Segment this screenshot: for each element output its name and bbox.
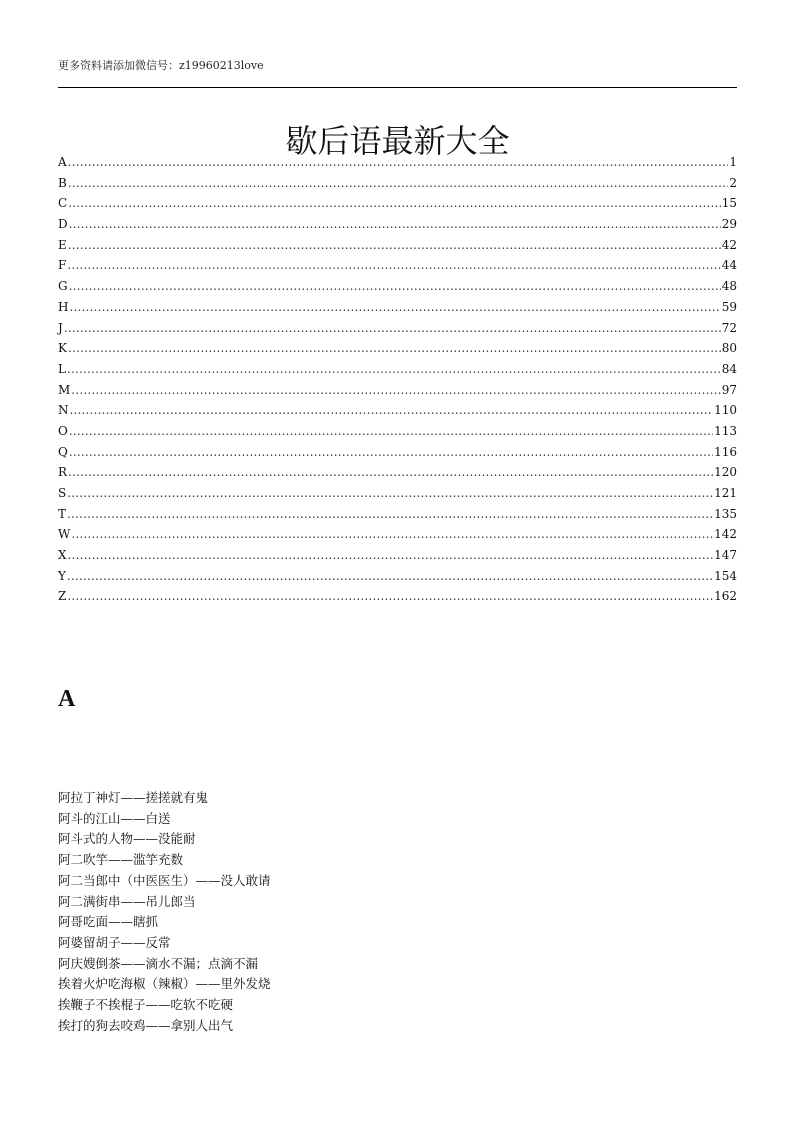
proverb-entry: 阿二满街串——吊儿郎当 xyxy=(58,893,196,909)
toc-entry-t[interactable] xyxy=(58,504,737,525)
toc-page-number: 116 xyxy=(714,444,737,459)
toc-entry-w[interactable] xyxy=(58,524,737,545)
toc-page-number: 80 xyxy=(721,341,737,356)
toc-letter: O xyxy=(58,423,68,438)
toc-page-number: 2 xyxy=(729,175,737,190)
toc-letter: J xyxy=(58,320,63,335)
proverb-entry: 阿拉丁神灯——搓搓就有鬼 xyxy=(58,790,209,805)
toc-leader-dots xyxy=(71,524,713,545)
toc-leader-dots xyxy=(70,400,714,421)
toc-page-number: 44 xyxy=(721,258,737,273)
toc-page-number: 72 xyxy=(721,320,737,335)
toc-leader-dots xyxy=(67,586,713,607)
toc-page-number: 110 xyxy=(714,403,737,418)
toc-entry-y[interactable] xyxy=(58,566,737,587)
toc-page-number: 48 xyxy=(721,279,737,294)
toc-entry-f[interactable] xyxy=(58,255,737,276)
toc-leader-dots xyxy=(68,235,721,256)
toc-entry-x[interactable] xyxy=(58,545,737,566)
toc-letter: W xyxy=(58,527,71,542)
toc-entry-o[interactable] xyxy=(58,421,737,442)
toc-entry-h[interactable] xyxy=(58,297,737,318)
toc-letter: G xyxy=(58,279,68,294)
toc-leader-dots xyxy=(68,193,721,214)
toc-letter: E xyxy=(58,237,67,252)
toc-entry-r[interactable] xyxy=(58,462,737,483)
toc-leader-dots xyxy=(71,380,720,401)
toc-leader-dots xyxy=(68,152,729,173)
toc-entry-b[interactable] xyxy=(58,173,737,194)
table-of-contents xyxy=(58,152,737,607)
toc-page-number: 29 xyxy=(721,217,737,232)
toc-page-number: 113 xyxy=(714,423,737,438)
toc-letter: N xyxy=(58,403,69,418)
toc-page-number: 121 xyxy=(714,486,737,500)
toc-letter: Q xyxy=(58,444,68,459)
toc-page-number: 162 xyxy=(714,589,737,604)
proverb-entry: 阿二吹竽——滥竽充数 xyxy=(58,852,184,868)
toc-page-number: 120 xyxy=(714,465,737,480)
proverb-entry: 阿庆嫂倒茶——滴水不漏；点滴不漏 xyxy=(58,955,259,971)
toc-page-number: 147 xyxy=(714,548,737,563)
proverb-entry: 挨鞭子不挨棍子——吃软不吃硬 xyxy=(58,997,234,1013)
toc-leader-dots xyxy=(69,297,720,318)
toc-entry-s[interactable] xyxy=(58,483,737,504)
toc-letter: K xyxy=(58,341,67,356)
toc-leader-dots xyxy=(64,318,721,339)
toc-letter: B xyxy=(58,175,67,190)
proverb-entry: 阿斗式的人物——没能耐 xyxy=(58,831,196,847)
toc-entry-j[interactable] xyxy=(58,318,737,339)
toc-entry-z[interactable] xyxy=(58,586,737,607)
toc-entry-l[interactable] xyxy=(58,359,737,380)
toc-leader-dots xyxy=(69,214,721,235)
toc-leader-dots xyxy=(68,545,714,566)
toc-leader-dots xyxy=(69,421,713,442)
toc-page-number: 15 xyxy=(721,196,737,211)
toc-leader-dots xyxy=(67,504,713,525)
toc-letter: Y xyxy=(58,568,66,583)
toc-entry-m[interactable] xyxy=(58,380,737,401)
toc-letter: T xyxy=(58,506,67,521)
toc-entry-n[interactable] xyxy=(58,400,737,421)
toc-entry-c[interactable] xyxy=(58,193,737,214)
proverb-list xyxy=(58,788,271,1036)
toc-page-number: 97 xyxy=(721,382,737,397)
toc-letter: Z xyxy=(58,589,67,604)
toc-leader-dots xyxy=(67,255,720,276)
toc-letter: X xyxy=(58,548,67,563)
proverb-entry: 阿二当郎中（中医医生）——没人敢请 xyxy=(58,872,271,888)
toc-letter: D xyxy=(58,217,68,232)
section-heading: A xyxy=(58,686,76,712)
proverb-entry: 阿哥吃面——瞎抓 xyxy=(58,914,159,930)
toc-letter: A xyxy=(58,155,67,169)
toc-page-number: 1 xyxy=(729,155,737,169)
toc-entry-g[interactable] xyxy=(58,276,737,297)
toc-page-number: 142 xyxy=(714,527,737,542)
toc-letter: R xyxy=(58,465,68,480)
toc-entry-e[interactable] xyxy=(58,235,737,256)
proverb-entry: 阿婆留胡子——反常 xyxy=(58,934,171,950)
toc-letter: F xyxy=(58,258,67,273)
toc-leader-dots xyxy=(67,359,721,380)
toc-letter: C xyxy=(58,196,68,211)
toc-leader-dots xyxy=(67,483,713,504)
toc-leader-dots xyxy=(67,566,713,587)
toc-page-number: 59 xyxy=(721,299,737,314)
toc-leader-dots xyxy=(69,442,713,463)
toc-letter: H xyxy=(58,299,69,314)
toc-entry-q[interactable] xyxy=(58,442,737,463)
toc-leader-dots xyxy=(68,462,713,483)
proverb-entry: 挨打的狗去咬鸡——拿别人出气 xyxy=(58,1017,234,1033)
toc-entry-k[interactable] xyxy=(58,338,737,359)
header-divider xyxy=(58,87,737,88)
toc-leader-dots xyxy=(69,276,721,297)
proverb-entry: 挨着火炉吃海椒（辣椒）——里外发烧 xyxy=(58,976,271,992)
toc-letter: S xyxy=(58,486,67,500)
toc-letter: M xyxy=(58,382,71,397)
toc-leader-dots xyxy=(68,338,721,359)
toc-page-number: 84 xyxy=(721,361,737,376)
toc-entry-a[interactable] xyxy=(58,152,737,173)
proverb-entry: 阿斗的江山——白送 xyxy=(58,810,171,826)
toc-page-number: 154 xyxy=(714,568,737,583)
toc-page-number: 42 xyxy=(721,237,737,252)
toc-leader-dots xyxy=(68,173,729,194)
document-title: 歇后语最新大全 xyxy=(285,122,510,161)
toc-letter: L xyxy=(58,361,66,376)
toc-page-number: 135 xyxy=(714,506,737,521)
header-note: 更多资料请添加微信号：z19960213love xyxy=(58,59,264,72)
toc-entry-d[interactable] xyxy=(58,214,737,235)
